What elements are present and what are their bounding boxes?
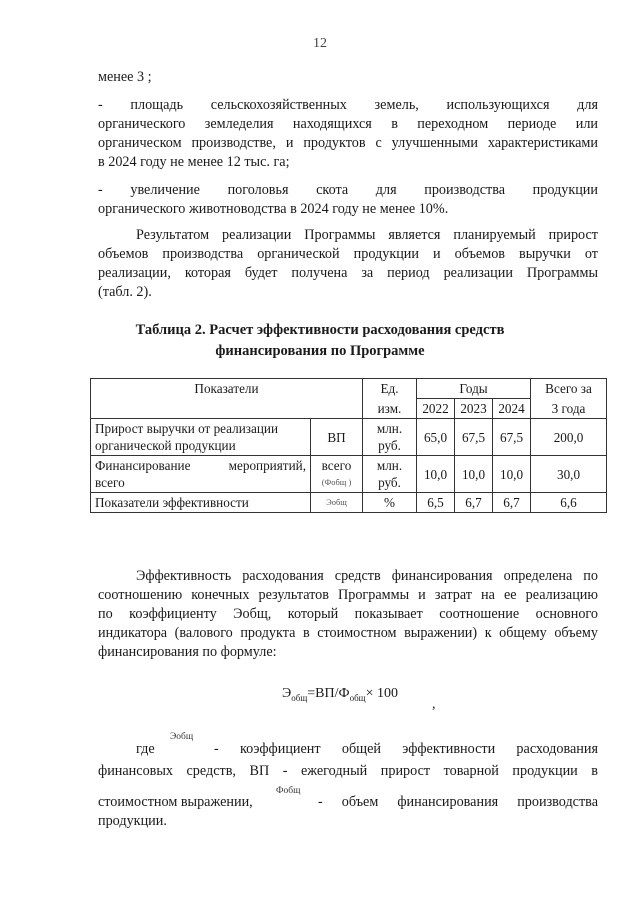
- result-paragraph-line: объемов производства органической продукции и объемов выручки от: [98, 246, 598, 262]
- explanation-line: финансирования по формуле:: [98, 644, 277, 660]
- livestock-bullet-line: - увеличение поголовья скота для производства продукции: [98, 182, 598, 198]
- formula-e-subscript: общ: [291, 692, 308, 703]
- page-number: 12: [313, 36, 327, 51]
- row-unit: %: [363, 493, 417, 513]
- table-title: финансирования по Программе: [215, 343, 425, 359]
- formula-e-symbol: Э: [282, 686, 292, 701]
- table-row: [91, 456, 607, 493]
- header-indicators: Показатели: [91, 379, 363, 419]
- area-bullet-line: органическом производстве, и продуктов с улучшенными характеристиками: [98, 135, 598, 151]
- row-total: 200,0: [531, 419, 607, 456]
- efficiency-formula: [282, 686, 398, 703]
- where-line: - коэффициент общей эффективности расходования: [214, 741, 598, 757]
- table-header-row: [91, 379, 607, 399]
- row-label-line: Финансирование мероприятий,: [95, 458, 306, 473]
- where-e-symbol: Эобщ: [170, 732, 194, 742]
- result-paragraph-line: (табл. 2).: [98, 284, 152, 300]
- row-label: [91, 419, 311, 456]
- where-line: продукции.: [98, 813, 167, 829]
- row-label-line: всего: [95, 475, 125, 490]
- formula-multiplier: × 100: [365, 686, 398, 701]
- row-total: 6,6: [531, 493, 607, 513]
- row-label: [91, 456, 311, 493]
- row-unit: [363, 419, 417, 456]
- explanation-line: индикатора (валового продукта в стоимостном выражении) к общему объему: [98, 625, 598, 641]
- row-unit-line: млн.: [376, 421, 403, 436]
- row-value: 67,5: [493, 419, 531, 456]
- where-line: финансовых средств, ВП - ежегодный прирост товарной продукции в: [98, 763, 598, 779]
- row-symbol-line: всего: [321, 458, 352, 473]
- result-paragraph-line: реализации, которая будет получена за период реализации Программы: [98, 265, 598, 281]
- row-symbol: Эобщ: [311, 493, 363, 513]
- formula-body: =ВП/Ф: [307, 686, 350, 701]
- area-bullet-line: органического земледелия находящихся в переходном периоде или: [98, 116, 598, 132]
- livestock-bullet-line: органического животноводства в 2024 году не менее 10%.: [98, 201, 449, 217]
- header-unit: изм.: [363, 399, 417, 419]
- explanation-line: по коэффициенту Эобщ, который показывает соотношение основного: [98, 606, 598, 622]
- area-bullet-line: в 2024 году не менее 12 тыс. га;: [98, 154, 290, 170]
- explanation-line: соотношению конечных результатов Программы и затрат на ее реализацию: [98, 587, 598, 603]
- where-line: - объем финансирования производства: [318, 794, 598, 810]
- row-label-line: Прирост выручки от реализации: [95, 421, 279, 436]
- row-value: 6,7: [493, 493, 531, 513]
- row-value: 67,5: [455, 419, 493, 456]
- row-value: 10,0: [417, 456, 455, 493]
- table-row: [91, 493, 607, 513]
- area-bullet-line: - площадь сельскохозяйственных земель, использующихся для: [98, 97, 598, 113]
- intro-line: менее 3 ;: [98, 69, 152, 85]
- where-word: где: [136, 741, 155, 757]
- row-unit-line: руб.: [378, 438, 401, 453]
- efficiency-table: [90, 378, 607, 513]
- row-value: 10,0: [493, 456, 531, 493]
- row-value: 6,7: [455, 493, 493, 513]
- table-row: [91, 419, 607, 456]
- formula-comma: ,: [432, 697, 436, 712]
- row-symbol: ВП: [311, 419, 363, 456]
- header-total: 3 года: [531, 399, 607, 419]
- header-year: 2023: [455, 399, 493, 419]
- row-label: Показатели эффективности: [91, 493, 311, 513]
- row-label-line: органической продукции: [95, 438, 236, 453]
- result-paragraph-line: Результатом реализации Программы является планируемый прирост: [136, 227, 598, 243]
- explanation-line: Эффективность расходования средств финансирования определена по: [136, 568, 598, 584]
- row-value: 10,0: [455, 456, 493, 493]
- row-unit-line: руб.: [378, 475, 401, 490]
- row-value: 6,5: [417, 493, 455, 513]
- row-symbol: [311, 456, 363, 493]
- header-years: Годы: [417, 379, 531, 399]
- row-unit-line: млн.: [376, 458, 403, 473]
- where-line: стоимостном выражении,: [98, 794, 253, 810]
- header-unit: Ед.: [363, 379, 417, 399]
- header-year: 2022: [417, 399, 455, 419]
- formula-f-subscript: общ: [349, 692, 366, 703]
- where-f-symbol: Фобщ: [276, 786, 301, 796]
- row-value: 65,0: [417, 419, 455, 456]
- row-total: 30,0: [531, 456, 607, 493]
- header-year: 2024: [493, 399, 531, 419]
- header-total: Всего за: [531, 379, 607, 399]
- row-symbol-line: (Фобщ ): [321, 477, 352, 487]
- table-title: Таблица 2. Расчет эффективности расходования средств: [135, 322, 505, 338]
- row-unit: [363, 456, 417, 493]
